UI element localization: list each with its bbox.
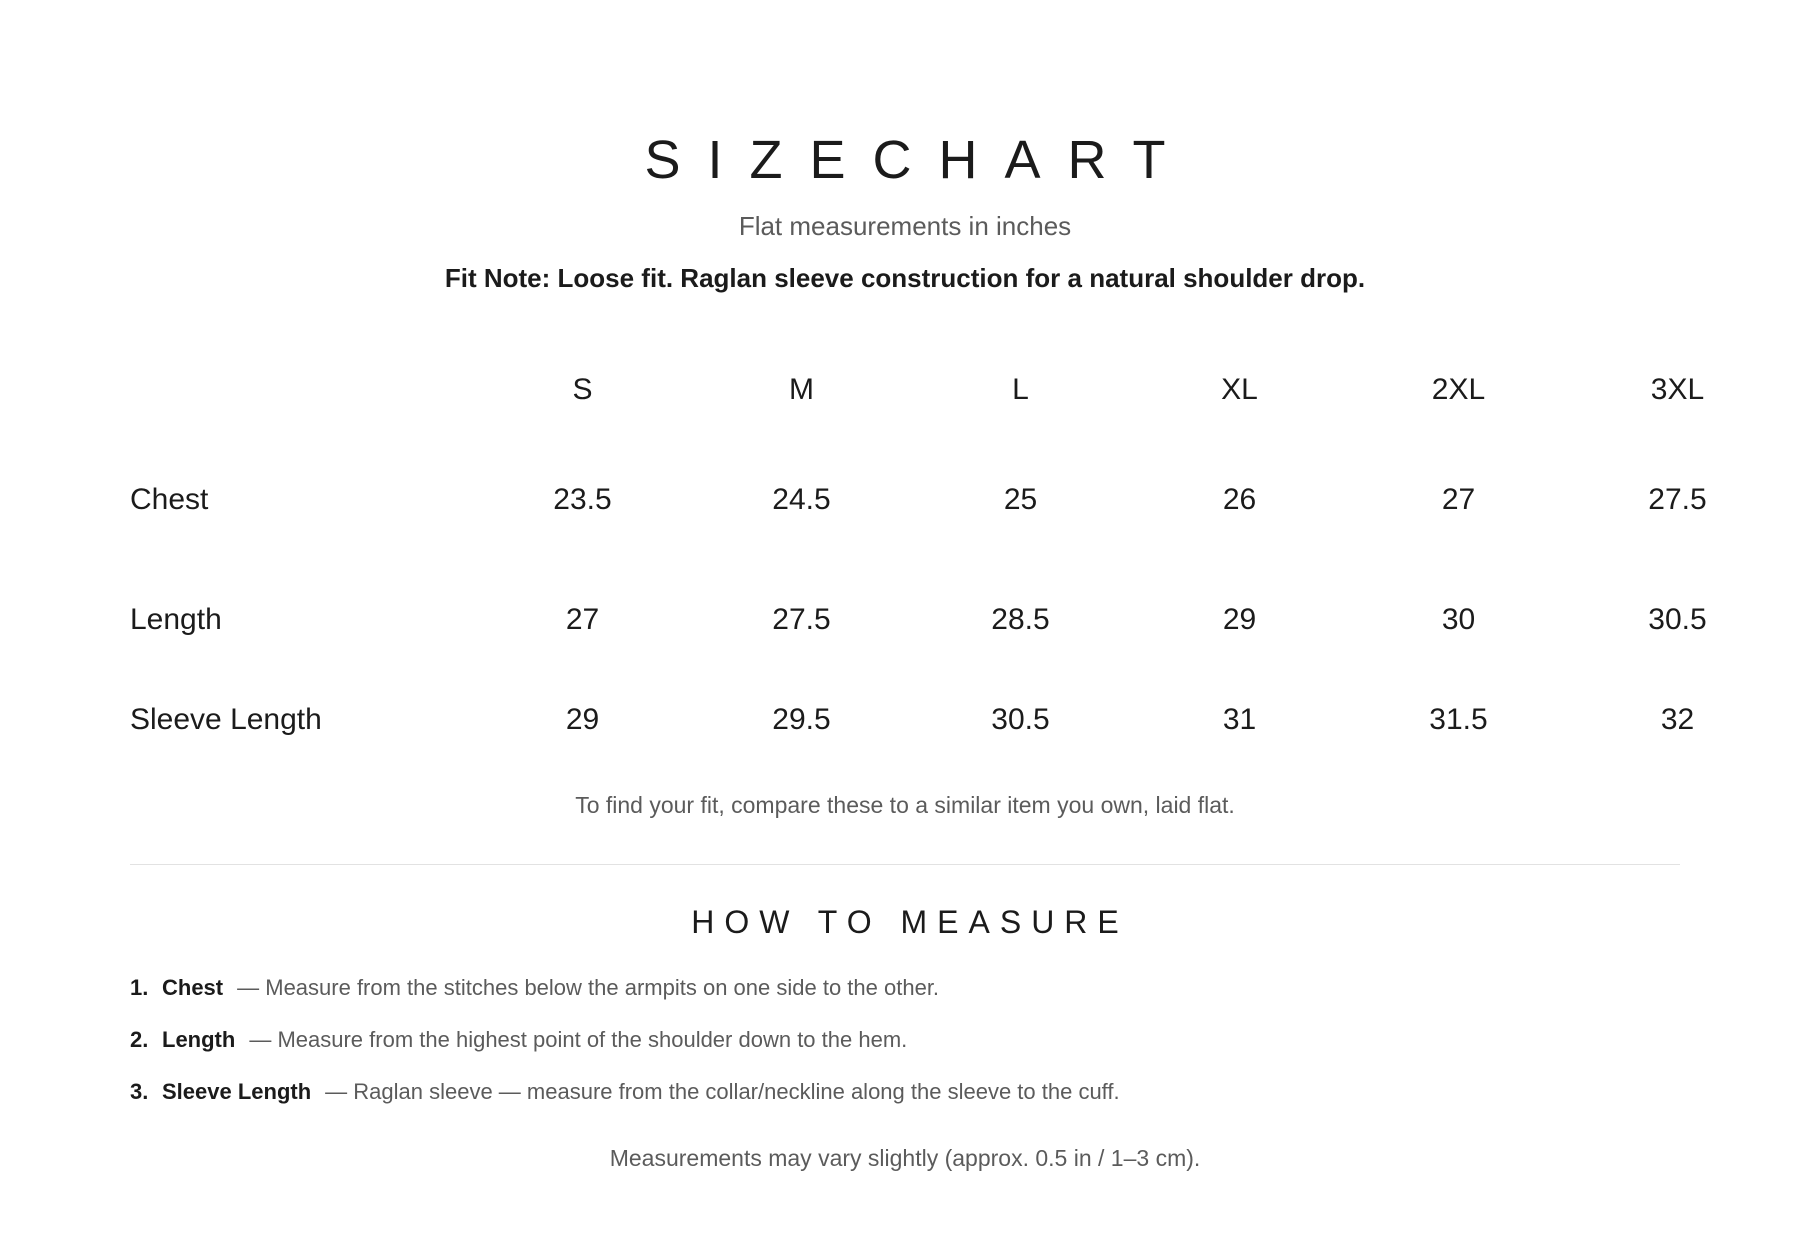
- measurement-cell: 25: [1003, 483, 1038, 516]
- size-header-cell: M: [789, 373, 814, 406]
- step-number: 1.: [130, 975, 149, 1000]
- size-header-cell: L: [1012, 373, 1029, 406]
- header-corner-cell: [130, 350, 473, 430]
- size-header-cell: 3XL: [1650, 373, 1705, 406]
- table-row-sleeve-length: [130, 670, 1787, 770]
- step-name: Length: [162, 1027, 236, 1052]
- measurement-cell: 27.5: [772, 603, 831, 636]
- page-subtitle: Flat measurements in inches: [738, 211, 1072, 241]
- measurement-cell: 23.5: [553, 483, 612, 516]
- measurement-cell: 31.5: [1429, 703, 1488, 736]
- measurement-cell: 29: [1222, 603, 1257, 636]
- measurement-cell: 32: [1660, 703, 1695, 736]
- measurement-cell: 24.5: [772, 483, 831, 516]
- step-name: Sleeve Length: [162, 1079, 312, 1104]
- measurement-cell: 30: [1441, 603, 1476, 636]
- table-row-length: [130, 570, 1787, 670]
- measurement-cell: 27: [565, 603, 600, 636]
- measurement-cell: 27.5: [1648, 483, 1707, 516]
- table-row-chest: [130, 430, 1787, 570]
- measurement-cell: 26: [1222, 483, 1257, 516]
- step-text: — Measure from the highest point of the shoulder down to the hem.: [249, 1027, 908, 1052]
- step-text: — Measure from the stitches below the armpits on one side to the other.: [237, 975, 940, 1000]
- size-header-cell: XL: [1221, 373, 1258, 406]
- fit-note: Fit Note: Loose fit. Raglan sleeve construction for a natural shoulder drop.: [444, 263, 1366, 293]
- page-title: SIZECHART: [644, 130, 1193, 190]
- row-label: Length: [130, 603, 222, 636]
- measurement-cell: 29: [565, 703, 600, 736]
- measurement-cell: 31: [1222, 703, 1257, 736]
- step-number: 3.: [130, 1079, 149, 1104]
- measurement-disclaimer: Measurements may vary slightly (approx. 0.5 in / 1–3 cm).: [609, 1145, 1201, 1171]
- size-chart-page: [130, 0, 1707, 1240]
- list-item: [130, 1076, 1680, 1128]
- how-to-measure-title: HOW TO MEASURE: [691, 904, 1129, 940]
- size-header-cell: 2XL: [1431, 373, 1486, 406]
- row-label: Sleeve Length: [130, 703, 322, 736]
- measurement-cell: 28.5: [991, 603, 1050, 636]
- step-name: Chest: [162, 975, 224, 1000]
- step-text: — Raglan sleeve — measure from the collar/neckline along the sleeve to the cuff.: [325, 1079, 1120, 1104]
- measure-steps-list: [130, 972, 1680, 1128]
- measurement-cell: 30.5: [991, 703, 1050, 736]
- measurement-cell: 29.5: [772, 703, 831, 736]
- fit-hint: To find your fit, compare these to a similar item you own, laid flat.: [575, 792, 1235, 818]
- measurement-cell: 30.5: [1648, 603, 1707, 636]
- section-divider: [130, 864, 1680, 865]
- list-item: [130, 1024, 1680, 1076]
- size-header-row: [130, 350, 1787, 430]
- size-table: [130, 350, 1787, 770]
- size-header-cell: S: [572, 373, 593, 406]
- measurement-cell: 27: [1441, 483, 1476, 516]
- row-label: Chest: [130, 483, 209, 516]
- step-number: 2.: [130, 1027, 149, 1052]
- list-item: [130, 972, 1680, 1024]
